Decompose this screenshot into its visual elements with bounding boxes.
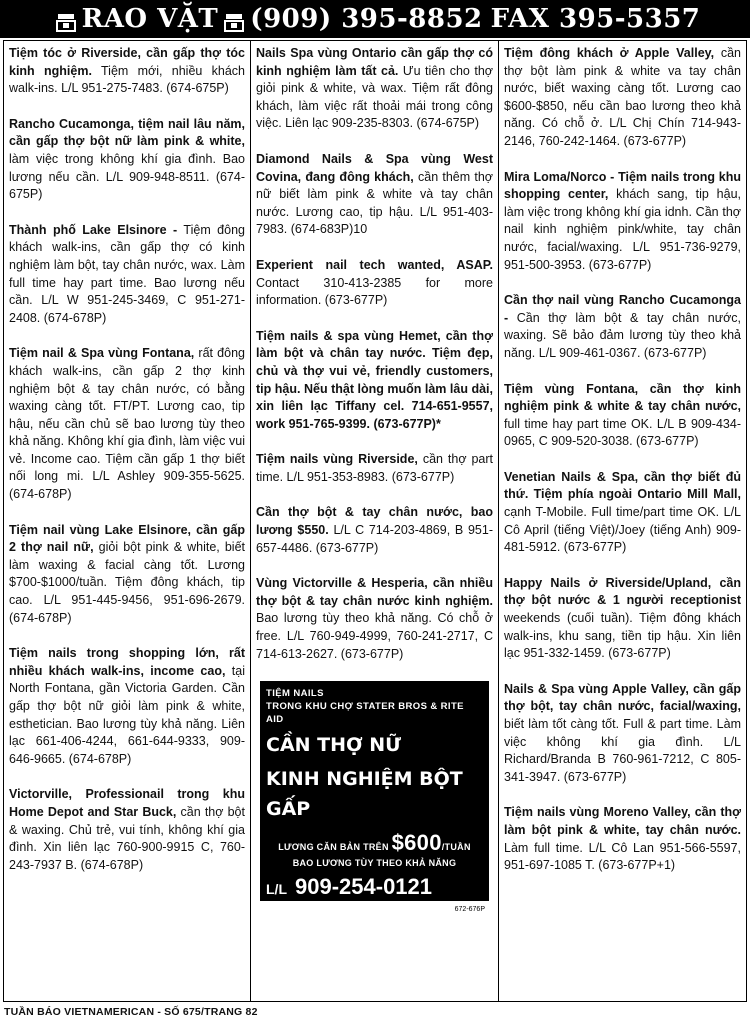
box-wage-post: /TUẦN xyxy=(441,842,471,853)
ad-headline: Cần thợ nail vùng Rancho Cucamonga - xyxy=(504,293,741,325)
ad-headline: Thành phố Lake Elsinore - xyxy=(9,222,178,237)
page-footer: TUẦN BÁO VIETNAMERICAN - SỐ 675/TRANG 82 xyxy=(4,1006,258,1018)
classified-ad xyxy=(504,804,741,874)
box-phone2: 909-362-0838 xyxy=(322,902,460,928)
ad-body: Contact 310-413-2385 for more information. (673-677P) xyxy=(256,275,493,308)
box-note: BAO LƯƠNG TÙY THEO KHẢ NĂNG xyxy=(292,858,457,869)
box-heading2: KINH NGHIỆM BỘT GẤP xyxy=(266,768,463,821)
classified-ad xyxy=(504,381,741,451)
classified-ad xyxy=(9,116,245,204)
ad-body: full time hay part time OK. L/L B 909-434-0965, C 909-520-3038. (673-677P) xyxy=(504,416,741,449)
ad-body: Làm full time. L/L Cô Lan 951-566-5597, 951-697-1085 T. (673-677P+1) xyxy=(504,840,741,873)
box-heading1: CẦN THỢ NỮ xyxy=(266,734,402,757)
classified-ad xyxy=(504,469,741,557)
ad-headline: Tiệm nail vùng Lake Elsinore, cần gấp 2 thợ nail nữ, xyxy=(9,522,245,555)
ad-body: rất đông khách walk-ins, cần gấp 2 thợ kinh nghiệm bột & tay chân nước, có bằng waxing càng tốt. FT/PT. Lương cao, tip hậu, nếu cần chủ sẽ bao lương tùy theo khả năng. Không khí gia đình, làm việc vui vẻ. Income cao. Tiệm cần gấp 1 thợ biết nối long mi. L/L Ashley 909-355-5625. (674-678P) xyxy=(9,346,245,502)
ad-headline: Tiệm nails trong shopping lớn, rất nhiều khách walk-ins, income cao, xyxy=(9,646,245,678)
ad-headline: Mira Loma/Norco - Tiệm nails trong khu shopping center, xyxy=(504,169,741,202)
classified-ad xyxy=(9,345,245,503)
ad-headline: Happy Nails ở Riverside/Upland, cần thợ bột nước & 1 người receptionist xyxy=(504,575,741,608)
classified-ad xyxy=(504,575,741,663)
ad-body: cần thêm thợ nữ biết làm pink & white và tay chân nước. Lương cao, tip hậu. L/L 951-403-7983. (674-683P)10 xyxy=(256,169,493,237)
banner-title: RAO VẶT xyxy=(81,4,219,34)
box-line1: TIỆM NAILS xyxy=(266,688,324,700)
classified-ad xyxy=(256,257,493,310)
ad-headline: Tiệm nail & Spa vùng Fontana, xyxy=(9,346,195,361)
classifieds-columns xyxy=(3,40,747,1002)
box-line2: TRONG KHU CHỢ STATER BROS & RITE AID xyxy=(266,701,464,726)
ad-body: làm việc trong không khí gia đình. Bao lương nếu cần. L/L 909-948-8511. (674-675P) xyxy=(9,151,245,202)
ad-body: khách sang, tip hậu, làm việc trong không khí gia idnh. Cần thợ nail kinh nghiệm pink/white, tay chân nước, facial/waxing. L/L 951-736-9279, 951-500-3953. (673-677P) xyxy=(504,187,742,272)
ad-headline: Diamond Nails & Spa vùng West Covina, đang đông khách, xyxy=(256,151,493,184)
classified-ad xyxy=(9,786,245,874)
classified-ad xyxy=(256,575,493,663)
ad-headline: Tiệm nails & spa vùng Hemet, cần thợ làm bột và chân tay nước. Tiệm đẹp, chủ và thợ vui vẻ, friendly customers, tip hậu. Nếu thật lòng muốn làm lâu dài, xin liên lạc Tiffany cel. 714-651-9557, work 951-765-9399. (673-677P)* xyxy=(256,328,493,431)
box-wage xyxy=(266,830,483,856)
ad-headline: Nails & Spa vùng Apple Valley, cần gấp thợ bột, tay chân nước, facial/waxing, xyxy=(504,681,741,714)
ad-headline: Cần thợ bột & tay chân nước, bao lương $550. xyxy=(256,505,493,538)
ad-headline: Tiệm nails vùng Moreno Valley, cần thợ làm bột pink & white, tay chân nước. xyxy=(504,805,741,837)
classified-ad xyxy=(504,681,741,787)
classified-ad xyxy=(504,169,741,275)
ad-body: giỏi bột pink & white, biết làm waxing & facial càng tốt. Lương $700-$1000/tuần. Tiệm đông khách, tip cao. L/L 951-445-9456, 951-696-2679. (674-678P) xyxy=(9,540,246,625)
classified-ad xyxy=(256,451,493,486)
ad-headline: Experient nail tech wanted, ASAP. xyxy=(256,257,493,272)
ad-headline: Victorville, Professionail trong khu Home Depot and Star Buck, xyxy=(9,787,245,819)
box-phones xyxy=(266,874,483,928)
banner-phone: (909) 395-8852 xyxy=(250,4,483,34)
ad-body: cần thợ part time. L/L 951-353-8983. (673-677P) xyxy=(256,452,494,484)
column-3 xyxy=(499,40,747,1002)
ad-body: Tiệm đông khách walk-ins, cần gấp thợ có kinh nghiệm làm bột, tay chân nước, wax. Làm full time hay part time. Bao lương nếu cần. L/L W 951-245-3469, C 951-271-2408. (674-678P) xyxy=(9,222,245,325)
classified-ad xyxy=(504,45,741,151)
ad-body: biết làm tốt càng tốt. Full & part time. Làm việc không khí gia đình. L/L Richard/Branda B 760-961-7212, C 805-341-3947. (673-677P) xyxy=(504,717,741,784)
banner-fax: FAX 395-5357 xyxy=(490,4,701,34)
ad-body: weekends (cuối tuần). Tiệm đông khách walk-ins, khu sang, tiền tip hậu. Xin liên lạc 951-332-1459. (673-677P) xyxy=(504,611,741,661)
telephone-icon xyxy=(56,9,76,29)
ad-headline: Tiệm đông khách ở Apple Valley, xyxy=(504,46,715,60)
classified-ad xyxy=(256,328,493,434)
ad-body: Tiệm mới, nhiều khách walk-ins. L/L 951-275-7483. (674-675P) xyxy=(9,63,246,96)
ad-body: cần thợ bột làm pink & white va tay chân nước, biết waxing càng tốt. Lương cao $600-$850, nếu cần bao lương theo khả năng. Có chỗ ở. L/L Chị Chín 714-943-2146, 760-242-1464. (673-677P) xyxy=(504,46,741,148)
ad-headline: Venetian Nails & Spa, cần thợ biết đủ thứ. Tiệm phía ngoài Ontario Mill Mall, xyxy=(504,469,741,502)
ad-body: tại North Fontana, gần Victoria Garden. Cần gấp thợ bột nữ giỏi làm pink & white, esthetician. Bao lương tùy khả năng. Liên lạc 661-406-4244, 661-644-9333, 909-646-9665. (674-678P) xyxy=(9,663,245,766)
ad-body: cần thợ bột & waxing. Chủ trẻ, vui tính, không khí gia đình. Xin liên lạc 760-900-9915 C, 760-243-7937 B. (674-678P) xyxy=(9,804,245,872)
ad-body: L/L C 714-203-4869, B 951-657-4486. (673-677P) xyxy=(256,523,493,555)
classified-ad xyxy=(504,292,741,362)
ad-headline: Tiệm tóc ở Riverside, cần gấp thợ tóc kinh nghiệm. xyxy=(9,46,245,78)
classified-ad xyxy=(9,645,245,768)
classified-ad xyxy=(256,45,493,133)
classified-ad xyxy=(256,151,493,239)
ad-body: Ưu tiên cho thợ giỏi pink & white, và wax. Tiệm rất đông khách, làm việc rất thoải mái trong công việc. Liên lạc 909-235-8303. (674-675P) xyxy=(256,63,493,131)
page-banner xyxy=(0,0,750,38)
ad-headline: Nails Spa vùng Ontario cần gấp thợ có kinh nghiệm làm tất cả. xyxy=(256,46,493,78)
box-wage-amount: $600 xyxy=(391,830,442,856)
ad-body: Cần thợ làm bột & tay chân nước, waxing. Sẽ bảo đảm lương tùy theo khả năng. L/L 909-461-0367. (673-677P) xyxy=(504,310,741,360)
column-1 xyxy=(3,40,251,1002)
classified-ad xyxy=(9,522,245,628)
box-code: 672-676P xyxy=(454,906,485,914)
column-2 xyxy=(251,40,499,1002)
box-ll: L/L xyxy=(266,881,287,898)
classified-ad xyxy=(9,222,245,328)
boxed-ad xyxy=(260,681,489,928)
ad-headline: Vùng Victorville & Hesperia, cần nhiều thợ bột & tay chân nước kinh nghiệm. xyxy=(256,576,493,608)
ad-body: cạnh T-Mobile. Full time/part time OK. L/L Cô April (tiếng Việt)/Joey (tiếng Anh) 909-481-5912. (673-677P) xyxy=(504,505,741,555)
box-wage-pre: LƯƠNG CĂN BẢN TRÊN xyxy=(278,842,389,853)
ad-headline: Rancho Cucamonga, tiệm nail lâu năm, cần gấp thợ bột nữ làm pink & white, xyxy=(9,116,245,149)
ad-headline: Tiệm nails vùng Riverside, xyxy=(256,452,418,467)
classified-ad xyxy=(256,504,493,557)
box-phone1: 909-254-0121 xyxy=(295,874,433,900)
ad-body: Bao lương tùy theo khả năng. Có chỗ ở free. L/L 760-949-4999, 760-241-2717, C 714-613-2627. (673-677P) xyxy=(256,611,493,661)
telephone-icon xyxy=(224,9,244,29)
ad-headline: Tiệm vùng Fontana, cần thợ kinh nghiệm pink & white & tay chân nước, xyxy=(504,381,741,414)
classified-ad xyxy=(9,45,245,98)
